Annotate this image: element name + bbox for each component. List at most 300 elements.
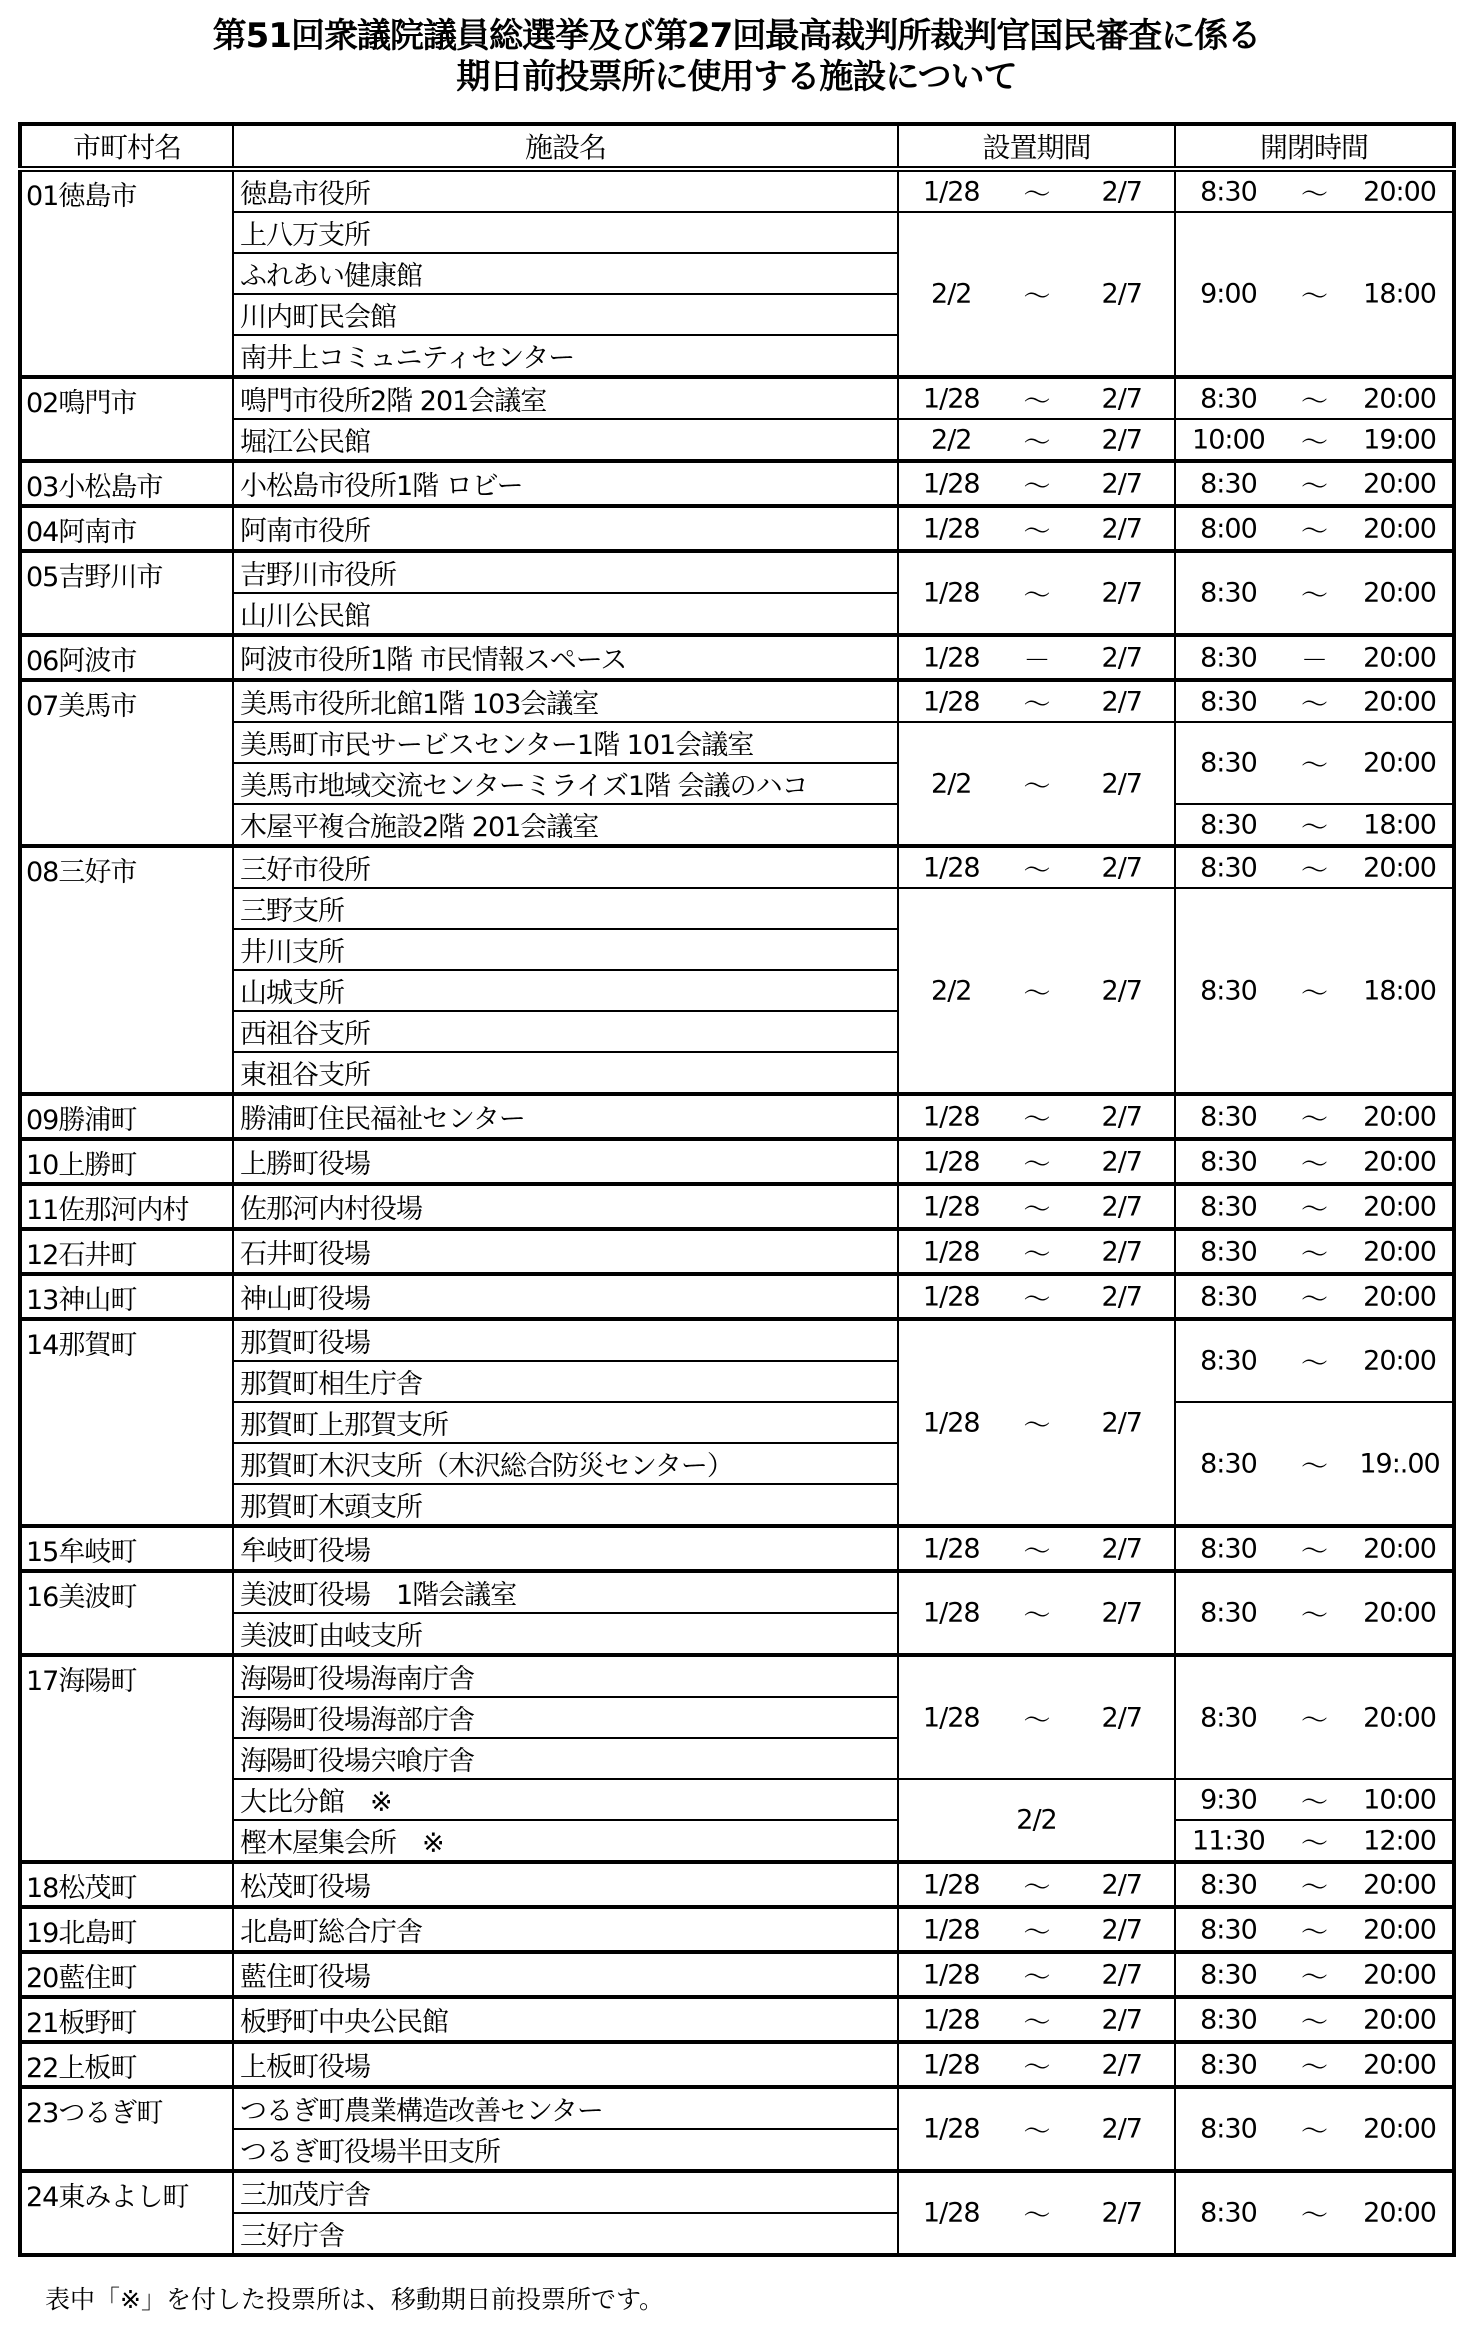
- hours-end: 20:00: [1363, 176, 1436, 207]
- hours: [1175, 1184, 1454, 1229]
- facility-name: 藍住町役場: [233, 1952, 898, 1997]
- hours-end: 20:00: [1363, 1959, 1436, 1990]
- period-separator: ～: [1023, 2116, 1050, 2148]
- hours: [1175, 635, 1454, 680]
- facility-name: 徳島市役所: [233, 169, 898, 212]
- facility-name: 美波町役場 1階会議室: [233, 1571, 898, 1613]
- period-start: 1/28: [922, 513, 980, 544]
- facility-name: 那賀町木頭支所: [233, 1484, 898, 1526]
- period: [898, 506, 1175, 551]
- hours-separator: ～: [1300, 689, 1327, 720]
- municipality-name: 23つるぎ町: [20, 2087, 233, 2171]
- period: [898, 551, 1175, 635]
- municipality-name: 05吉野川市: [20, 551, 233, 635]
- facility-name: つるぎ町農業構造改善センター: [233, 2087, 898, 2129]
- facility-name: 木屋平複合施設2階 201会議室: [233, 804, 898, 846]
- municipality-name: 17海陽町: [20, 1655, 233, 1862]
- facility-name: 阿波市役所1階 市民情報スペース: [233, 635, 898, 680]
- period-end: 2/7: [1101, 1869, 1142, 1900]
- hours-end: 20:00: [1363, 686, 1436, 717]
- header-hours: 開閉時間: [1175, 124, 1454, 169]
- hours: [1175, 804, 1454, 846]
- table-row: [20, 1526, 1454, 1571]
- facility-name: ふれあい健康館: [233, 253, 898, 294]
- period: [898, 1184, 1175, 1229]
- period-separator: ～: [1023, 1104, 1050, 1135]
- table-row: [20, 635, 1454, 680]
- period-start: 1/28: [922, 1281, 980, 1312]
- hours-end: 18:00: [1363, 975, 1436, 1006]
- table-row: [20, 1907, 1454, 1952]
- hours-separator: ～: [1300, 1600, 1327, 1632]
- municipality-name: 18松茂町: [20, 1862, 233, 1907]
- period-separator: ～: [1023, 580, 1050, 612]
- hours-start: 8:30: [1200, 1191, 1257, 1222]
- hours-start: 8:30: [1200, 2197, 1257, 2229]
- period: [898, 1862, 1175, 1907]
- facility-name: 上板町役場: [233, 2042, 898, 2087]
- period-end: 2/7: [1101, 2049, 1142, 2080]
- table-header-row: [20, 124, 1454, 169]
- facility-name: 海陽町役場宍喰庁舎: [233, 1738, 898, 1779]
- facility-name: 那賀町役場: [233, 1319, 898, 1361]
- period-separator: ～: [1023, 2007, 1050, 2038]
- facility-name: 勝浦町住民福祉センター: [233, 1094, 898, 1139]
- hours-end: 20:00: [1363, 577, 1436, 609]
- period-end: 2/7: [1101, 642, 1142, 673]
- period-end: 2/7: [1101, 1146, 1142, 1177]
- municipality-name: 19北島町: [20, 1907, 233, 1952]
- hours-end: 20:00: [1363, 747, 1436, 779]
- facility-name: 北島町総合庁舎: [233, 1907, 898, 1952]
- period-start: 1/28: [922, 1597, 980, 1629]
- period-start: 2/2: [931, 278, 972, 310]
- hours: [1175, 1907, 1454, 1952]
- hours-separator: ～: [1300, 2116, 1327, 2148]
- period: [898, 888, 1175, 1094]
- hours-end: 20:00: [1363, 852, 1436, 883]
- municipality-name: 13神山町: [20, 1274, 233, 1319]
- municipality-name: 22上板町: [20, 2042, 233, 2087]
- table-row: [20, 1952, 1454, 1997]
- table-row: [20, 169, 1454, 212]
- municipality-name: 24東みよし町: [20, 2171, 233, 2255]
- facility-name: 三野支所: [233, 888, 898, 929]
- hours-start: 8:30: [1200, 809, 1257, 840]
- table-row: [20, 1997, 1454, 2042]
- period-end: 2/7: [1101, 686, 1142, 717]
- hours-end: 20:00: [1363, 642, 1436, 673]
- hours-end: 12:00: [1363, 1825, 1436, 1856]
- hours-separator: ～: [1300, 1284, 1327, 1315]
- facility-name: 海陽町役場海部庁舎: [233, 1697, 898, 1738]
- table-row: [20, 1184, 1454, 1229]
- table-row: [20, 2042, 1454, 2087]
- hours: [1175, 722, 1454, 804]
- hours: [1175, 680, 1454, 722]
- facility-name: 美波町由岐支所: [233, 1613, 898, 1655]
- hours-separator: ～: [1300, 1828, 1327, 1859]
- document-title-line-1: 第51回衆議院議員総選挙及び第27回最高裁判所裁判官国民審査に係る: [212, 16, 1261, 56]
- table-row: [20, 1779, 1454, 1820]
- table-row: [20, 506, 1454, 551]
- period-end: 2/7: [1101, 1191, 1142, 1222]
- municipality-name: 03小松島市: [20, 461, 233, 506]
- hours-separator: ～: [1300, 1451, 1327, 1482]
- facility-name: 那賀町相生庁舎: [233, 1361, 898, 1402]
- period-start: 1/28: [922, 1407, 980, 1438]
- hours-start: 8:30: [1200, 1281, 1257, 1312]
- footer-note: 表中「※」を付した投票所は、移動期日前投票所です。: [45, 2285, 664, 2314]
- period-start: 1/28: [922, 577, 980, 609]
- period-separator: ～: [1023, 471, 1050, 502]
- hours-end: 20:00: [1363, 513, 1436, 544]
- hours-start: 8:30: [1200, 642, 1257, 673]
- facility-name: 那賀町木沢支所（木沢総合防災センター）: [233, 1443, 898, 1484]
- hours-start: 8:30: [1200, 2004, 1257, 2035]
- hours-start: 8:30: [1200, 176, 1257, 207]
- hours-end: 20:00: [1363, 1914, 1436, 1945]
- hours: [1175, 1229, 1454, 1274]
- hours-start: 8:30: [1200, 383, 1257, 414]
- hours-end: 18:00: [1363, 809, 1436, 840]
- hours-start: 8:30: [1200, 1914, 1257, 1945]
- facility-name: 川内町民会館: [233, 294, 898, 335]
- hours-separator: ～: [1300, 750, 1327, 782]
- hours-separator: ～: [1300, 1962, 1327, 1993]
- facility-name: 小松島市役所1階 ロビー: [233, 461, 898, 506]
- period-separator: ～: [1023, 386, 1050, 417]
- facility-name: 堀江公民館: [233, 419, 898, 461]
- hours-end: 20:00: [1363, 2004, 1436, 2035]
- municipality-name: 08三好市: [20, 846, 233, 1094]
- period-start: 1/28: [922, 1191, 980, 1222]
- period-separator: ～: [1023, 1705, 1050, 1736]
- hours-separator: ～: [1300, 978, 1327, 1009]
- period-separator: ～: [1023, 427, 1050, 458]
- period-separator: ～: [1023, 855, 1050, 886]
- period: [898, 635, 1175, 680]
- table-row: [20, 461, 1454, 506]
- hours: [1175, 1820, 1454, 1862]
- facility-name: 三加茂庁舎: [233, 2171, 898, 2213]
- hours-end: 19:.00: [1359, 1448, 1440, 1479]
- hours-separator: ～: [1300, 1104, 1327, 1135]
- hours-end: 20:00: [1363, 2113, 1436, 2145]
- hours-start: 11:30: [1192, 1825, 1265, 1856]
- hours-start: 8:00: [1200, 513, 1257, 544]
- period-start: 1/28: [922, 642, 980, 673]
- period-start: 2/2: [931, 975, 972, 1006]
- table-row: [20, 419, 1454, 461]
- period-separator: ～: [1023, 1917, 1050, 1948]
- hours-start: 9:00: [1200, 278, 1257, 310]
- period-separator: ～: [1023, 1536, 1050, 1567]
- hours-separator: －: [1300, 645, 1327, 676]
- municipality-name: 06阿波市: [20, 635, 233, 680]
- table-row: [20, 1862, 1454, 1907]
- hours-separator: ～: [1300, 1348, 1327, 1380]
- hours: [1175, 1094, 1454, 1139]
- hours: [1175, 2171, 1454, 2255]
- hours-end: 10:00: [1363, 1784, 1436, 1815]
- municipality-name: 12石井町: [20, 1229, 233, 1274]
- period-end: 2/7: [1101, 1407, 1142, 1438]
- hours-start: 8:30: [1200, 1702, 1257, 1733]
- table-row: [20, 804, 1454, 846]
- period-start: 1/28: [922, 1914, 980, 1945]
- period-separator: ～: [1023, 1149, 1050, 1180]
- period: [898, 419, 1175, 461]
- facility-name: 吉野川市役所: [233, 551, 898, 593]
- facility-name: 美馬市地域交流センターミライズ1階 会議のハコ: [233, 763, 898, 804]
- period: [898, 1779, 1175, 1862]
- facility-name: 樫木屋集会所 ※: [233, 1820, 898, 1862]
- hours-separator: ～: [1300, 1194, 1327, 1225]
- period-end: 2/7: [1101, 1914, 1142, 1945]
- period-separator: －: [1023, 645, 1050, 676]
- facility-name: 那賀町上那賀支所: [233, 1402, 898, 1443]
- facility-name: 三好庁舎: [233, 2213, 898, 2255]
- table-row: [20, 888, 1454, 929]
- period-end: 2/7: [1101, 1533, 1142, 1564]
- period: [898, 1139, 1175, 1184]
- period: [898, 846, 1175, 888]
- hours-start: 8:30: [1200, 1146, 1257, 1177]
- hours: [1175, 846, 1454, 888]
- period-end: 2/7: [1101, 852, 1142, 883]
- hours-end: 20:00: [1363, 2049, 1436, 2080]
- period-start: 1/28: [922, 1236, 980, 1267]
- period-separator: ～: [1023, 689, 1050, 720]
- period-start: 1/28: [922, 176, 980, 207]
- period: [898, 722, 1175, 846]
- header-municipality: 市町村名: [20, 124, 233, 169]
- hours-separator: ～: [1300, 1917, 1327, 1948]
- facility-name: 石井町役場: [233, 1229, 898, 1274]
- hours-end: 20:00: [1363, 1597, 1436, 1629]
- hours-separator: ～: [1300, 516, 1327, 547]
- period-start: 1/28: [922, 1959, 980, 1990]
- hours-end: 20:00: [1363, 1533, 1436, 1564]
- period: [898, 1319, 1175, 1526]
- period: [898, 377, 1175, 419]
- hours-start: 8:30: [1200, 686, 1257, 717]
- period-start: 1/28: [922, 686, 980, 717]
- hours-end: 20:00: [1363, 383, 1436, 414]
- facility-name: 三好市役所: [233, 846, 898, 888]
- facility-name: 美馬市役所北館1階 103会議室: [233, 680, 898, 722]
- period-separator: ～: [1023, 281, 1050, 313]
- hours: [1175, 169, 1454, 212]
- hours: [1175, 1526, 1454, 1571]
- hours-start: 8:30: [1200, 1597, 1257, 1629]
- period: [898, 2171, 1175, 2255]
- period-separator: ～: [1023, 1239, 1050, 1270]
- hours-separator: ～: [1300, 2200, 1327, 2232]
- period: [898, 1997, 1175, 2042]
- table-row: [20, 1229, 1454, 1274]
- hours-separator: ～: [1300, 1536, 1327, 1567]
- period-end: 2/7: [1101, 1702, 1142, 1733]
- hours: [1175, 1402, 1454, 1526]
- period-start: 1/28: [922, 1533, 980, 1564]
- hours-start: 8:30: [1200, 1345, 1257, 1377]
- period-separator: ～: [1023, 1410, 1050, 1441]
- hours-start: 9:30: [1200, 1784, 1257, 1815]
- period-separator: ～: [1023, 179, 1050, 210]
- hours-separator: ～: [1300, 386, 1327, 417]
- period-separator: ～: [1023, 2052, 1050, 2083]
- period-start: 1/28: [922, 468, 980, 499]
- facility-name: 松茂町役場: [233, 1862, 898, 1907]
- hours-start: 8:30: [1200, 1448, 1257, 1479]
- period-separator: ～: [1023, 771, 1050, 802]
- hours-end: 20:00: [1363, 1345, 1436, 1377]
- hours: [1175, 1274, 1454, 1319]
- facility-name: つるぎ町役場半田支所: [233, 2129, 898, 2171]
- facility-name: 佐那河内村役場: [233, 1184, 898, 1229]
- period: [898, 1274, 1175, 1319]
- table-row: [20, 1571, 1454, 1613]
- period-start: 1/28: [922, 2049, 980, 2080]
- table-row: [20, 846, 1454, 888]
- facility-name: 山城支所: [233, 970, 898, 1011]
- period-end: 2/7: [1101, 577, 1142, 609]
- hours-end: 20:00: [1363, 1702, 1436, 1733]
- period-end: 2/7: [1101, 468, 1142, 499]
- hours-separator: ～: [1300, 855, 1327, 886]
- period-start: 1/28: [922, 1101, 980, 1132]
- facility-name: 神山町役場: [233, 1274, 898, 1319]
- period-separator: ～: [1023, 1600, 1050, 1632]
- period-end: 2/7: [1101, 975, 1142, 1006]
- facility-name: 海陽町役場海南庁舎: [233, 1655, 898, 1697]
- period-end: 2/7: [1101, 176, 1142, 207]
- period: [898, 461, 1175, 506]
- table-row: [20, 1820, 1454, 1862]
- hours-end: 20:00: [1363, 468, 1436, 499]
- hours-separator: ～: [1300, 580, 1327, 612]
- hours-end: 20:00: [1363, 1146, 1436, 1177]
- period-separator: ～: [1023, 1872, 1050, 1903]
- hours-start: 8:30: [1200, 1869, 1257, 1900]
- period-separator: ～: [1023, 2200, 1050, 2232]
- facility-name: 西祖谷支所: [233, 1011, 898, 1052]
- hours-end: 20:00: [1363, 1101, 1436, 1132]
- period-end: 2/7: [1101, 1236, 1142, 1267]
- period-start: 1/28: [922, 2113, 980, 2145]
- hours-separator: ～: [1300, 812, 1327, 843]
- municipality-name: 09勝浦町: [20, 1094, 233, 1139]
- hours-end: 20:00: [1363, 2197, 1436, 2229]
- period-end: 2/7: [1101, 1597, 1142, 1629]
- hours: [1175, 1571, 1454, 1655]
- hours-separator: ～: [1300, 1787, 1327, 1818]
- period-end: 2/7: [1101, 1281, 1142, 1312]
- table-row: [20, 2087, 1454, 2129]
- period-end: 2/7: [1101, 2197, 1142, 2229]
- hours-separator: ～: [1300, 281, 1327, 313]
- hours: [1175, 461, 1454, 506]
- facility-name: 大比分館 ※: [233, 1779, 898, 1820]
- hours-start: 8:30: [1200, 1101, 1257, 1132]
- facility-name: 鳴門市役所2階 201会議室: [233, 377, 898, 419]
- hours-end: 19:00: [1363, 424, 1436, 455]
- period-start: 2/2: [931, 424, 972, 455]
- period-start: 1/28: [922, 1869, 980, 1900]
- hours: [1175, 888, 1454, 1094]
- hours: [1175, 1655, 1454, 1779]
- period: [898, 1952, 1175, 1997]
- period-start: 1/28: [922, 1146, 980, 1177]
- period: [898, 169, 1175, 212]
- hours: [1175, 2087, 1454, 2171]
- period: [898, 1094, 1175, 1139]
- municipality-name: 10上勝町: [20, 1139, 233, 1184]
- hours: [1175, 1952, 1454, 1997]
- period-start: 2/2: [931, 768, 972, 799]
- hours: [1175, 1139, 1454, 1184]
- hours-start: 8:30: [1200, 1533, 1257, 1564]
- hours: [1175, 1319, 1454, 1402]
- hours-start: 8:30: [1200, 1959, 1257, 1990]
- period-end: 2/7: [1101, 1101, 1142, 1132]
- municipality-name: 02鳴門市: [20, 377, 233, 461]
- period-start: 2/2: [1016, 1804, 1057, 1836]
- table-row: [20, 1319, 1454, 1361]
- facility-name: 井川支所: [233, 929, 898, 970]
- table-row: [20, 212, 1454, 253]
- table-row: [20, 722, 1454, 763]
- period: [898, 1229, 1175, 1274]
- facility-name: 山川公民館: [233, 593, 898, 635]
- facility-name: 南井上コミュニティセンター: [233, 335, 898, 377]
- facility-name: 美馬町市民サービスセンター1階 101会議室: [233, 722, 898, 763]
- hours-end: 20:00: [1363, 1281, 1436, 1312]
- hours: [1175, 212, 1454, 377]
- hours-start: 8:30: [1200, 975, 1257, 1006]
- document-title-line-2: 期日前投票所に使用する施設について: [456, 57, 1017, 97]
- table-row: [20, 551, 1454, 593]
- hours: [1175, 506, 1454, 551]
- hours-separator: ～: [1300, 1239, 1327, 1270]
- facility-name: 上勝町役場: [233, 1139, 898, 1184]
- table-row: [20, 2171, 1454, 2213]
- period-end: 2/7: [1101, 768, 1142, 799]
- period: [898, 1655, 1175, 1779]
- hours-start: 8:30: [1200, 577, 1257, 609]
- period-separator: ～: [1023, 1962, 1050, 1993]
- period: [898, 1571, 1175, 1655]
- municipality-name: 21板野町: [20, 1997, 233, 2042]
- period-separator: ～: [1023, 1194, 1050, 1225]
- hours: [1175, 377, 1454, 419]
- period-end: 2/7: [1101, 383, 1142, 414]
- table-row: [20, 1402, 1454, 1443]
- period-start: 1/28: [922, 852, 980, 883]
- municipality-name: 20藍住町: [20, 1952, 233, 1997]
- period-end: 2/7: [1101, 2113, 1142, 2145]
- table-row: [20, 680, 1454, 722]
- municipality-name: 04阿南市: [20, 506, 233, 551]
- hours-start: 10:00: [1192, 424, 1265, 455]
- hours-end: 20:00: [1363, 1869, 1436, 1900]
- facility-name: 板野町中央公民館: [233, 1997, 898, 2042]
- hours-separator: ～: [1300, 1872, 1327, 1903]
- hours-end: 20:00: [1363, 1236, 1436, 1267]
- period-end: 2/7: [1101, 1959, 1142, 1990]
